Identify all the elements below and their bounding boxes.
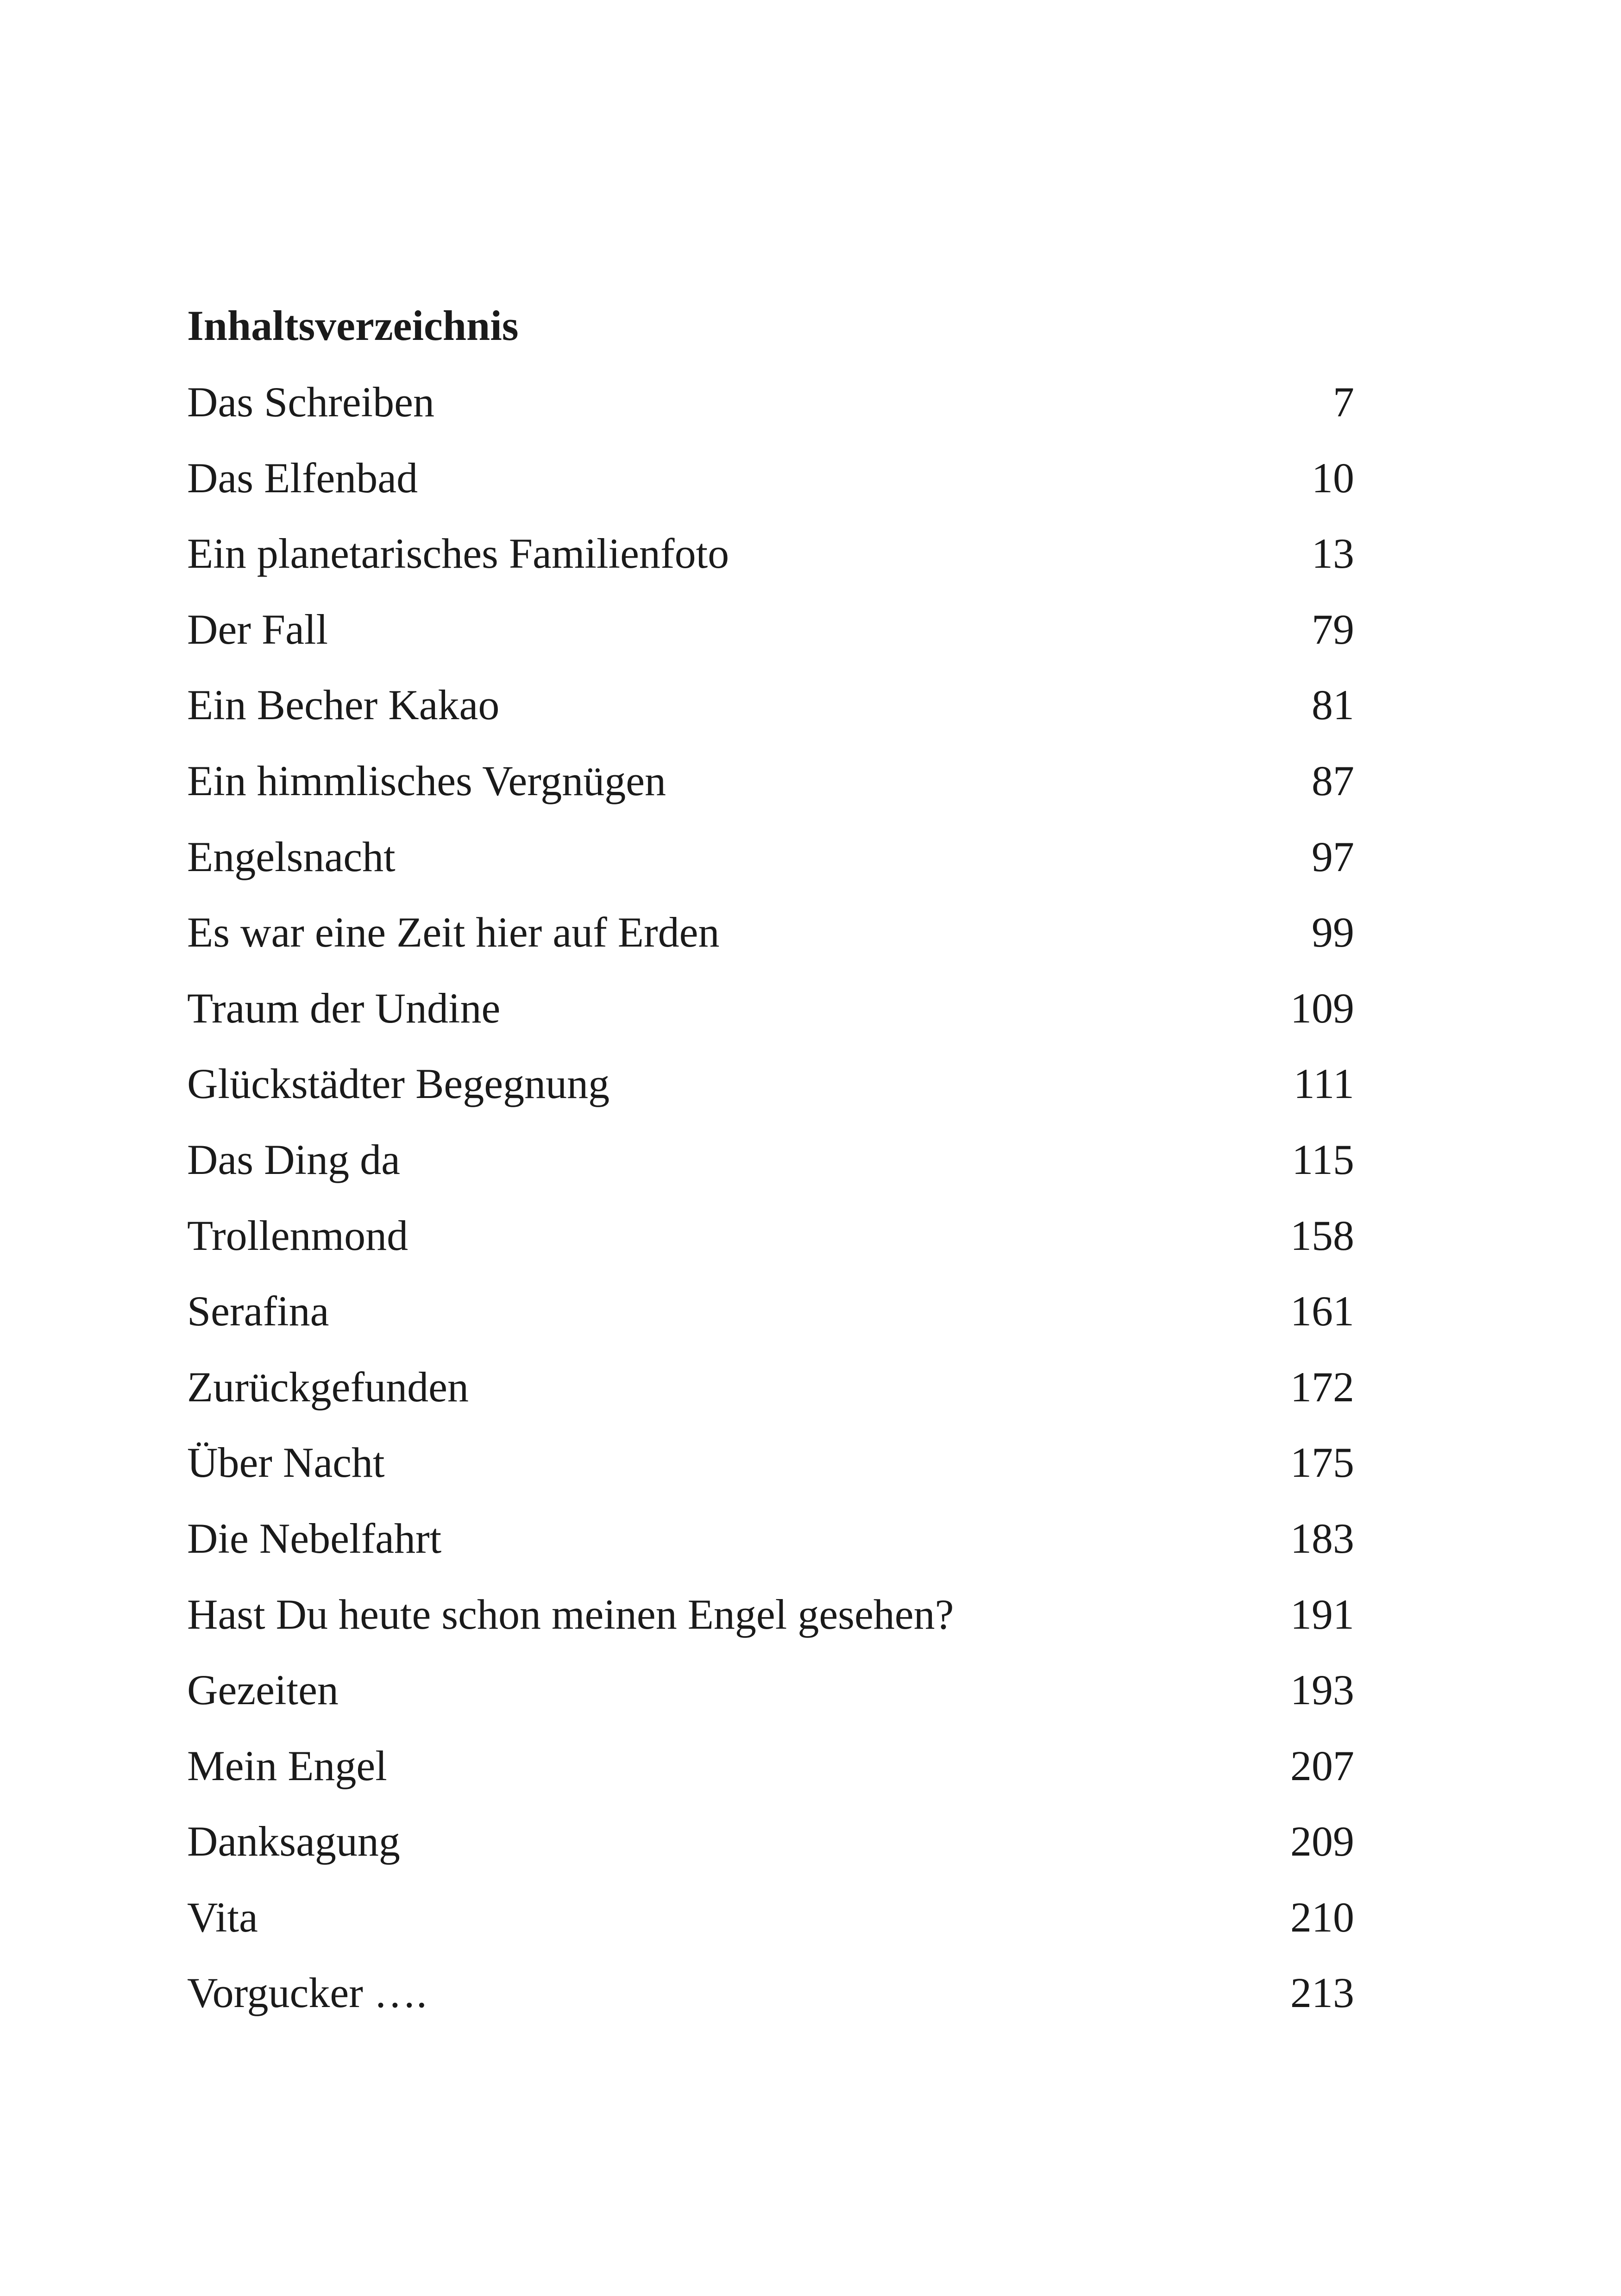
toc-entry-page-number: 191 [1290, 1590, 1354, 1638]
toc-entry-title: Mein Engel [187, 1742, 387, 1789]
toc-entry-page-number: 111 [1293, 1060, 1354, 1108]
toc-entry-title: Engelsnacht [187, 833, 396, 880]
toc-entry-page-number: 161 [1290, 1287, 1354, 1335]
toc-entry [187, 980, 1354, 1056]
toc-entry [187, 1662, 1354, 1738]
toc-entry-page-number: 87 [1312, 757, 1354, 804]
toc-entry-title: Ein Becher Kakao [187, 681, 500, 729]
toc-entry-page-number: 7 [1333, 378, 1354, 426]
toc-entry-page-number: 99 [1312, 909, 1354, 956]
toc-entry-page-number: 183 [1290, 1514, 1354, 1562]
toc-entry [187, 1587, 1354, 1662]
toc-entry-page-number: 81 [1312, 681, 1354, 729]
toc-entry-title: Vita [187, 1893, 258, 1941]
toc-entry [187, 1511, 1354, 1587]
toc-entry-page-number: 97 [1312, 833, 1354, 880]
toc-entry-title: Traum der Undine [187, 984, 501, 1032]
toc-entry-title: Der Fall [187, 605, 328, 653]
toc-entry-page-number: 79 [1312, 605, 1354, 653]
toc-entry-page-number: 13 [1312, 530, 1354, 577]
toc-entry-page-number: 109 [1290, 984, 1354, 1032]
toc-entry [187, 526, 1354, 602]
toc-entry-page-number: 210 [1290, 1893, 1354, 1941]
toc-entry [187, 602, 1354, 678]
toc-entry [187, 677, 1354, 753]
toc-list [187, 374, 1354, 2041]
toc-entry-page-number: 207 [1290, 1742, 1354, 1789]
toc-entry [187, 1208, 1354, 1284]
toc-entry-page-number: 209 [1290, 1818, 1354, 1865]
toc-entry-title: Glückstädter Begegnung [187, 1060, 610, 1108]
toc-entry [187, 1283, 1354, 1359]
toc-entry-page-number: 213 [1290, 1969, 1354, 2017]
toc-entry [187, 1056, 1354, 1132]
toc-entry [187, 1435, 1354, 1511]
toc-entry-page-number: 175 [1290, 1439, 1354, 1487]
toc-entry-title: Das Schreiben [187, 378, 434, 426]
toc-entry-page-number: 115 [1292, 1135, 1354, 1183]
toc-entry [187, 1889, 1354, 1965]
toc-entry-title: Die Nebelfahrt [187, 1514, 442, 1562]
toc-entry [187, 1359, 1354, 1435]
toc-entry-title: Zurückgefunden [187, 1363, 469, 1411]
toc-entry [187, 374, 1354, 450]
toc-entry [187, 450, 1354, 526]
toc-entry-title: Vorgucker …. [187, 1969, 427, 2017]
toc-entry [187, 1965, 1354, 2041]
toc-entry-title: Ein planetarisches Familienfoto [187, 530, 729, 577]
toc-entry [187, 1813, 1354, 1889]
toc-entry-title: Das Ding da [187, 1135, 400, 1183]
toc-entry-page-number: 158 [1290, 1211, 1354, 1259]
toc-entry-title: Gezeiten [187, 1666, 339, 1714]
toc-entry-page-number: 172 [1290, 1363, 1354, 1411]
toc-entry-title: Das Elfenbad [187, 454, 418, 502]
toc-entry [187, 753, 1354, 829]
toc-entry-title: Serafina [187, 1287, 329, 1335]
toc-entry-title: Es war eine Zeit hier auf Erden [187, 909, 720, 956]
toc-heading: Inhaltsverzeichnis [187, 302, 519, 349]
toc-entry [187, 1132, 1354, 1208]
toc-entry [187, 829, 1354, 905]
toc-entry-title: Ein himmlisches Vergnügen [187, 757, 666, 804]
toc-entry-title: Hast Du heute schon meinen Engel gesehen? [187, 1590, 954, 1638]
toc-entry-page-number: 193 [1290, 1666, 1354, 1714]
toc-entry-title: Über Nacht [187, 1439, 385, 1487]
toc-entry [187, 1738, 1354, 1814]
toc-entry-title: Trollenmond [187, 1211, 408, 1259]
toc-entry [187, 904, 1354, 980]
toc-entry-page-number: 10 [1312, 454, 1354, 502]
toc-entry-title: Danksagung [187, 1818, 400, 1865]
